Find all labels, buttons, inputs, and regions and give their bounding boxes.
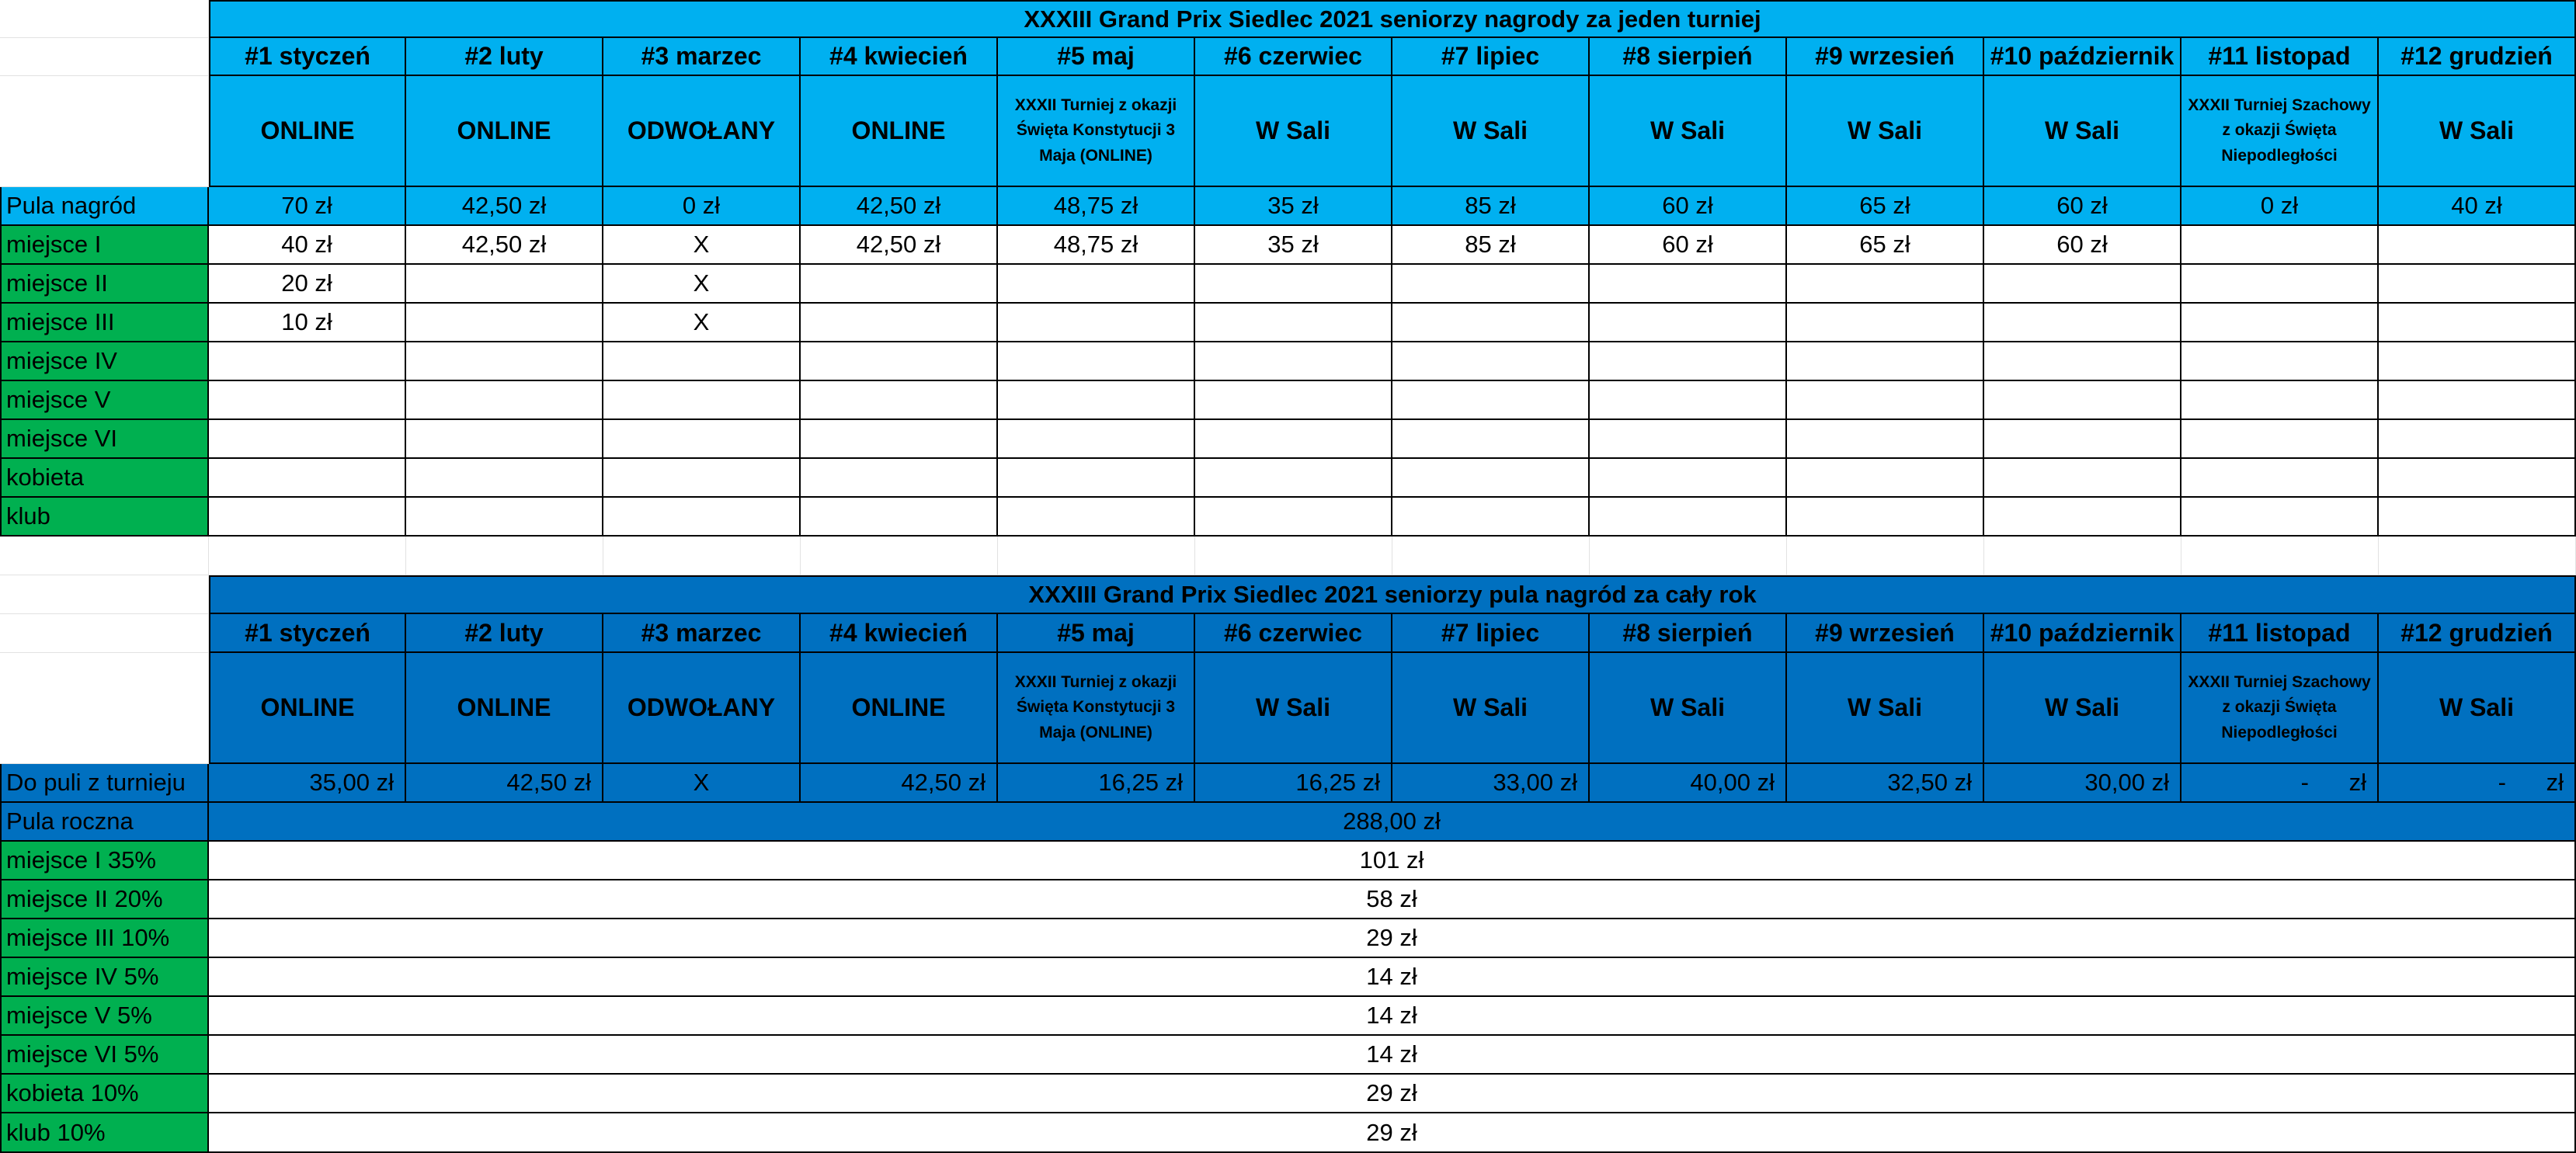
month-header[interactable]: #10 październik <box>1984 614 2181 653</box>
table2-month-row <box>0 614 2576 653</box>
event-type[interactable]: W Sali <box>1392 653 1590 764</box>
row-label[interactable]: miejsce VI <box>0 420 209 459</box>
value-cell[interactable] <box>603 420 801 459</box>
value-cell[interactable] <box>406 459 603 498</box>
row-label[interactable]: Pula nagród <box>0 187 209 226</box>
value-cell[interactable]: 85 zł <box>1392 187 1590 226</box>
value-cell[interactable]: 60 zł <box>1984 187 2181 226</box>
row-label[interactable]: miejsce IV 5% <box>0 958 209 997</box>
event-type[interactable]: W Sali <box>1195 76 1392 187</box>
empty-cell[interactable] <box>801 537 998 575</box>
month-header[interactable]: #4 kwiecień <box>801 614 998 653</box>
row-label[interactable]: miejsce VI 5% <box>0 1036 209 1075</box>
value-cell[interactable] <box>2379 498 2576 537</box>
value-cell[interactable]: - zł <box>2181 764 2379 803</box>
value-cell[interactable] <box>1590 498 1787 537</box>
month-header[interactable]: #12 grudzień <box>2379 38 2576 76</box>
value-cell[interactable] <box>2379 265 2576 304</box>
table-row <box>0 1075 2576 1113</box>
month-header[interactable]: #8 sierpień <box>1590 38 1787 76</box>
event-type[interactable]: ONLINE <box>406 76 603 187</box>
value-cell[interactable]: 48,75 zł <box>998 226 1195 265</box>
value-cell[interactable]: X <box>603 764 801 803</box>
empty-cell[interactable] <box>1984 537 2181 575</box>
value-cell[interactable]: 42,50 zł <box>406 764 603 803</box>
value-cell[interactable] <box>1195 498 1392 537</box>
value-cell[interactable] <box>2181 304 2379 342</box>
empty-cell[interactable] <box>209 537 406 575</box>
value-cell[interactable]: 42,50 zł <box>801 764 998 803</box>
value-cell[interactable] <box>1392 381 1590 420</box>
value-cell[interactable] <box>1984 342 2181 381</box>
value-cell[interactable] <box>603 459 801 498</box>
table-row <box>0 226 2576 265</box>
row-label[interactable]: klub <box>0 498 209 537</box>
event-type[interactable]: W Sali <box>1590 653 1787 764</box>
value-cell[interactable]: 42,50 zł <box>801 187 998 226</box>
value-cell[interactable] <box>2379 304 2576 342</box>
value-cell[interactable] <box>1984 265 2181 304</box>
event-type[interactable]: ONLINE <box>801 653 998 764</box>
row-label[interactable]: miejsce I <box>0 226 209 265</box>
event-type[interactable]: W Sali <box>1195 653 1392 764</box>
value-cell[interactable] <box>1787 304 1984 342</box>
value-cell[interactable]: 48,75 zł <box>998 187 1195 226</box>
table-row <box>0 997 2576 1036</box>
table-row <box>0 803 2576 842</box>
table-row <box>0 265 2576 304</box>
value-cell[interactable] <box>1392 265 1590 304</box>
value-cell[interactable] <box>2379 381 2576 420</box>
value-cell[interactable]: 70 zł <box>209 187 406 226</box>
value-cell[interactable]: 14 zł <box>209 1036 2576 1075</box>
value-cell[interactable] <box>2181 342 2379 381</box>
value-cell[interactable]: 16,25 zł <box>1195 764 1392 803</box>
value-cell[interactable] <box>603 342 801 381</box>
value-cell[interactable] <box>406 381 603 420</box>
value-cell[interactable]: X <box>603 265 801 304</box>
value-cell[interactable] <box>209 498 406 537</box>
row-label[interactable]: miejsce V 5% <box>0 997 209 1036</box>
value-cell[interactable]: 60 zł <box>1590 226 1787 265</box>
month-header[interactable]: #10 październik <box>1984 38 2181 76</box>
value-cell[interactable] <box>1195 304 1392 342</box>
row-label[interactable]: miejsce II <box>0 265 209 304</box>
value-cell[interactable] <box>998 381 1195 420</box>
event-type[interactable]: W Sali <box>1787 653 1984 764</box>
table-row <box>0 880 2576 919</box>
row-label[interactable]: miejsce IV <box>0 342 209 381</box>
table1-title-row <box>0 0 2576 38</box>
value-cell[interactable] <box>998 265 1195 304</box>
table-row <box>0 342 2576 381</box>
empty-cell[interactable] <box>2181 537 2379 575</box>
value-cell[interactable] <box>1392 342 1590 381</box>
table-row <box>0 304 2576 342</box>
value-cell[interactable]: 40 zł <box>2379 187 2576 226</box>
value-cell[interactable] <box>2379 420 2576 459</box>
value-cell[interactable] <box>2379 459 2576 498</box>
value-cell[interactable]: 85 zł <box>1392 226 1590 265</box>
value-cell[interactable] <box>1787 498 1984 537</box>
month-header[interactable]: #5 maj <box>998 38 1195 76</box>
empty-cell[interactable] <box>1195 537 1392 575</box>
value-cell[interactable]: 0 zł <box>2181 187 2379 226</box>
value-cell[interactable] <box>1787 459 1984 498</box>
value-cell[interactable] <box>998 498 1195 537</box>
event-type[interactable]: XXXII Turniej Szachowy z okazji Święta Niepodległości <box>2181 76 2379 187</box>
value-cell[interactable]: 35,00 zł <box>209 764 406 803</box>
month-header[interactable]: #1 styczeń <box>209 614 406 653</box>
value-cell[interactable]: 60 zł <box>1590 187 1787 226</box>
value-cell[interactable]: 60 zł <box>1984 226 2181 265</box>
value-cell[interactable] <box>2379 342 2576 381</box>
month-header[interactable]: #1 styczeń <box>209 38 406 76</box>
event-type[interactable]: ODWOŁANY <box>603 653 801 764</box>
value-cell[interactable]: 65 zł <box>1787 187 1984 226</box>
value-cell[interactable] <box>998 304 1195 342</box>
table-row <box>0 1036 2576 1075</box>
table2-type-row <box>0 653 2576 764</box>
value-cell[interactable] <box>998 342 1195 381</box>
value-cell[interactable] <box>801 342 998 381</box>
event-type[interactable]: ONLINE <box>801 76 998 187</box>
empty-cell[interactable] <box>1392 537 1590 575</box>
row-label[interactable]: miejsce II 20% <box>0 880 209 919</box>
table-row <box>0 498 2576 537</box>
event-type[interactable]: ONLINE <box>406 653 603 764</box>
value-cell[interactable] <box>1984 304 2181 342</box>
value-cell[interactable] <box>1984 498 2181 537</box>
value-cell[interactable] <box>801 459 998 498</box>
value-cell[interactable] <box>1590 420 1787 459</box>
month-header[interactable]: #2 luty <box>406 614 603 653</box>
value-cell[interactable] <box>209 420 406 459</box>
table-row <box>0 919 2576 958</box>
value-cell[interactable] <box>1984 420 2181 459</box>
empty-cell[interactable] <box>0 575 209 614</box>
value-cell[interactable]: 29 zł <box>209 1075 2576 1113</box>
value-cell[interactable] <box>801 381 998 420</box>
value-cell[interactable] <box>406 498 603 537</box>
month-header[interactable]: #5 maj <box>998 614 1195 653</box>
value-cell[interactable]: 33,00 zł <box>1392 764 1590 803</box>
event-type[interactable]: ONLINE <box>209 76 406 187</box>
table2-title[interactable]: XXXIII Grand Prix Siedlec 2021 seniorzy pula nagród za cały rok <box>209 575 2576 614</box>
month-header[interactable]: #6 czerwiec <box>1195 38 1392 76</box>
value-cell[interactable]: X <box>603 226 801 265</box>
empty-cell[interactable] <box>0 614 209 653</box>
row-label[interactable]: kobieta 10% <box>0 1075 209 1113</box>
value-cell[interactable]: 35 zł <box>1195 187 1392 226</box>
event-type[interactable]: XXXII Turniej z okazji Święta Konstytucji 3 Maja (ONLINE) <box>998 653 1195 764</box>
value-cell[interactable]: - zł <box>2379 764 2576 803</box>
event-type[interactable]: ONLINE <box>209 653 406 764</box>
value-cell[interactable] <box>406 342 603 381</box>
month-header[interactable]: #3 marzec <box>603 38 801 76</box>
value-cell[interactable] <box>1195 265 1392 304</box>
event-type[interactable]: W Sali <box>1984 76 2181 187</box>
month-header[interactable]: #12 grudzień <box>2379 614 2576 653</box>
table1-title[interactable]: XXXIII Grand Prix Siedlec 2021 seniorzy nagrody za jeden turniej <box>209 0 2576 38</box>
value-cell[interactable] <box>1984 459 2181 498</box>
value-cell[interactable] <box>2181 381 2379 420</box>
event-type[interactable]: XXXII Turniej z okazji Święta Konstytucji 3 Maja (ONLINE) <box>998 76 1195 187</box>
row-label[interactable]: miejsce III <box>0 304 209 342</box>
event-type[interactable]: W Sali <box>1392 76 1590 187</box>
month-header[interactable]: #2 luty <box>406 38 603 76</box>
value-cell[interactable]: 14 zł <box>209 958 2576 997</box>
value-cell[interactable]: 0 zł <box>603 187 801 226</box>
value-cell[interactable] <box>998 420 1195 459</box>
value-cell[interactable] <box>1984 381 2181 420</box>
value-cell[interactable]: 101 zł <box>209 842 2576 880</box>
month-header[interactable]: #11 listopad <box>2181 38 2379 76</box>
row-label[interactable]: klub 10% <box>0 1113 209 1153</box>
value-cell[interactable] <box>2181 265 2379 304</box>
event-type[interactable]: W Sali <box>2379 653 2576 764</box>
empty-row <box>0 537 2576 575</box>
table1-type-row <box>0 76 2576 187</box>
value-cell[interactable]: 58 zł <box>209 880 2576 919</box>
value-cell[interactable] <box>1590 304 1787 342</box>
value-cell[interactable] <box>1195 420 1392 459</box>
value-cell[interactable]: 65 zł <box>1787 226 1984 265</box>
value-cell[interactable] <box>1590 459 1787 498</box>
empty-cell[interactable] <box>603 537 801 575</box>
value-cell[interactable] <box>1787 420 1984 459</box>
empty-cell[interactable] <box>0 0 209 38</box>
value-cell[interactable] <box>2181 498 2379 537</box>
value-cell[interactable] <box>1590 342 1787 381</box>
value-cell[interactable] <box>801 304 998 342</box>
value-cell[interactable] <box>801 265 998 304</box>
value-cell[interactable] <box>1590 381 1787 420</box>
value-cell[interactable] <box>406 304 603 342</box>
value-cell[interactable]: 10 zł <box>209 304 406 342</box>
value-cell[interactable] <box>1787 342 1984 381</box>
value-cell[interactable]: X <box>603 304 801 342</box>
value-cell[interactable] <box>603 381 801 420</box>
row-label[interactable]: miejsce I 35% <box>0 842 209 880</box>
value-cell[interactable] <box>2379 226 2576 265</box>
value-cell[interactable] <box>1787 381 1984 420</box>
month-header[interactable]: #8 sierpień <box>1590 614 1787 653</box>
empty-cell[interactable] <box>0 38 209 76</box>
value-cell[interactable] <box>1787 265 1984 304</box>
value-cell[interactable]: 40,00 zł <box>1590 764 1787 803</box>
value-cell[interactable] <box>603 498 801 537</box>
value-cell[interactable]: 29 zł <box>209 919 2576 958</box>
row-label[interactable]: kobieta <box>0 459 209 498</box>
row-label[interactable]: miejsce III 10% <box>0 919 209 958</box>
table-row <box>0 420 2576 459</box>
value-cell[interactable] <box>2181 420 2379 459</box>
value-cell[interactable] <box>2181 459 2379 498</box>
value-cell[interactable]: 29 zł <box>209 1113 2576 1153</box>
annual-pool-value[interactable]: 288,00 zł <box>209 803 2576 842</box>
empty-cell[interactable] <box>0 76 209 187</box>
value-cell[interactable] <box>406 420 603 459</box>
empty-cell[interactable] <box>2379 537 2576 575</box>
value-cell[interactable] <box>1195 381 1392 420</box>
value-cell[interactable]: 16,25 zł <box>998 764 1195 803</box>
value-cell[interactable] <box>801 420 998 459</box>
event-type[interactable]: W Sali <box>1787 76 1984 187</box>
value-cell[interactable]: 35 zł <box>1195 226 1392 265</box>
empty-cell[interactable] <box>1787 537 1984 575</box>
value-cell[interactable] <box>801 498 998 537</box>
table-row <box>0 958 2576 997</box>
event-type[interactable]: XXXII Turniej Szachowy z okazji Święta Niepodległości <box>2181 653 2379 764</box>
month-header[interactable]: #7 lipiec <box>1392 614 1590 653</box>
value-cell[interactable]: 30,00 zł <box>1984 764 2181 803</box>
table-row <box>0 381 2576 420</box>
value-cell[interactable] <box>1392 420 1590 459</box>
empty-cell[interactable] <box>0 653 209 764</box>
value-cell[interactable] <box>406 265 603 304</box>
value-cell[interactable]: 32,50 zł <box>1787 764 1984 803</box>
value-cell[interactable] <box>1392 498 1590 537</box>
value-cell[interactable] <box>209 342 406 381</box>
empty-cell[interactable] <box>1590 537 1787 575</box>
month-header[interactable]: #9 wrzesień <box>1787 38 1984 76</box>
event-type[interactable]: W Sali <box>2379 76 2576 187</box>
value-cell[interactable] <box>1392 459 1590 498</box>
month-header[interactable]: #4 kwiecień <box>801 38 998 76</box>
value-cell[interactable] <box>998 459 1195 498</box>
value-cell[interactable]: 40 zł <box>209 226 406 265</box>
event-type[interactable]: W Sali <box>1590 76 1787 187</box>
value-cell[interactable] <box>1590 265 1787 304</box>
empty-cell[interactable] <box>998 537 1195 575</box>
table-row <box>0 187 2576 226</box>
month-header[interactable]: #7 lipiec <box>1392 38 1590 76</box>
value-cell[interactable]: 14 zł <box>209 997 2576 1036</box>
table-row <box>0 459 2576 498</box>
month-header[interactable]: #9 wrzesień <box>1787 614 1984 653</box>
empty-cell[interactable] <box>406 537 603 575</box>
event-type[interactable]: W Sali <box>1984 653 2181 764</box>
value-cell[interactable]: 42,50 zł <box>406 226 603 265</box>
value-cell[interactable] <box>1392 304 1590 342</box>
value-cell[interactable] <box>2181 226 2379 265</box>
table-row <box>0 1113 2576 1153</box>
month-header[interactable]: #6 czerwiec <box>1195 614 1392 653</box>
value-cell[interactable] <box>1195 459 1392 498</box>
table-row <box>0 842 2576 880</box>
table2-title-row <box>0 575 2576 614</box>
table-row <box>0 764 2576 803</box>
value-cell[interactable] <box>209 381 406 420</box>
value-cell[interactable]: 42,50 zł <box>406 187 603 226</box>
value-cell[interactable]: 20 zł <box>209 265 406 304</box>
value-cell[interactable] <box>209 459 406 498</box>
value-cell[interactable]: 42,50 zł <box>801 226 998 265</box>
month-header[interactable]: #11 listopad <box>2181 614 2379 653</box>
table1-month-row <box>0 38 2576 76</box>
row-label[interactable]: miejsce V <box>0 381 209 420</box>
row-label[interactable]: Pula roczna <box>0 803 209 842</box>
empty-cell[interactable] <box>0 537 209 575</box>
event-type[interactable]: ODWOŁANY <box>603 76 801 187</box>
value-cell[interactable] <box>1195 342 1392 381</box>
month-header[interactable]: #3 marzec <box>603 614 801 653</box>
row-label[interactable]: Do puli z turnieju <box>0 764 209 803</box>
